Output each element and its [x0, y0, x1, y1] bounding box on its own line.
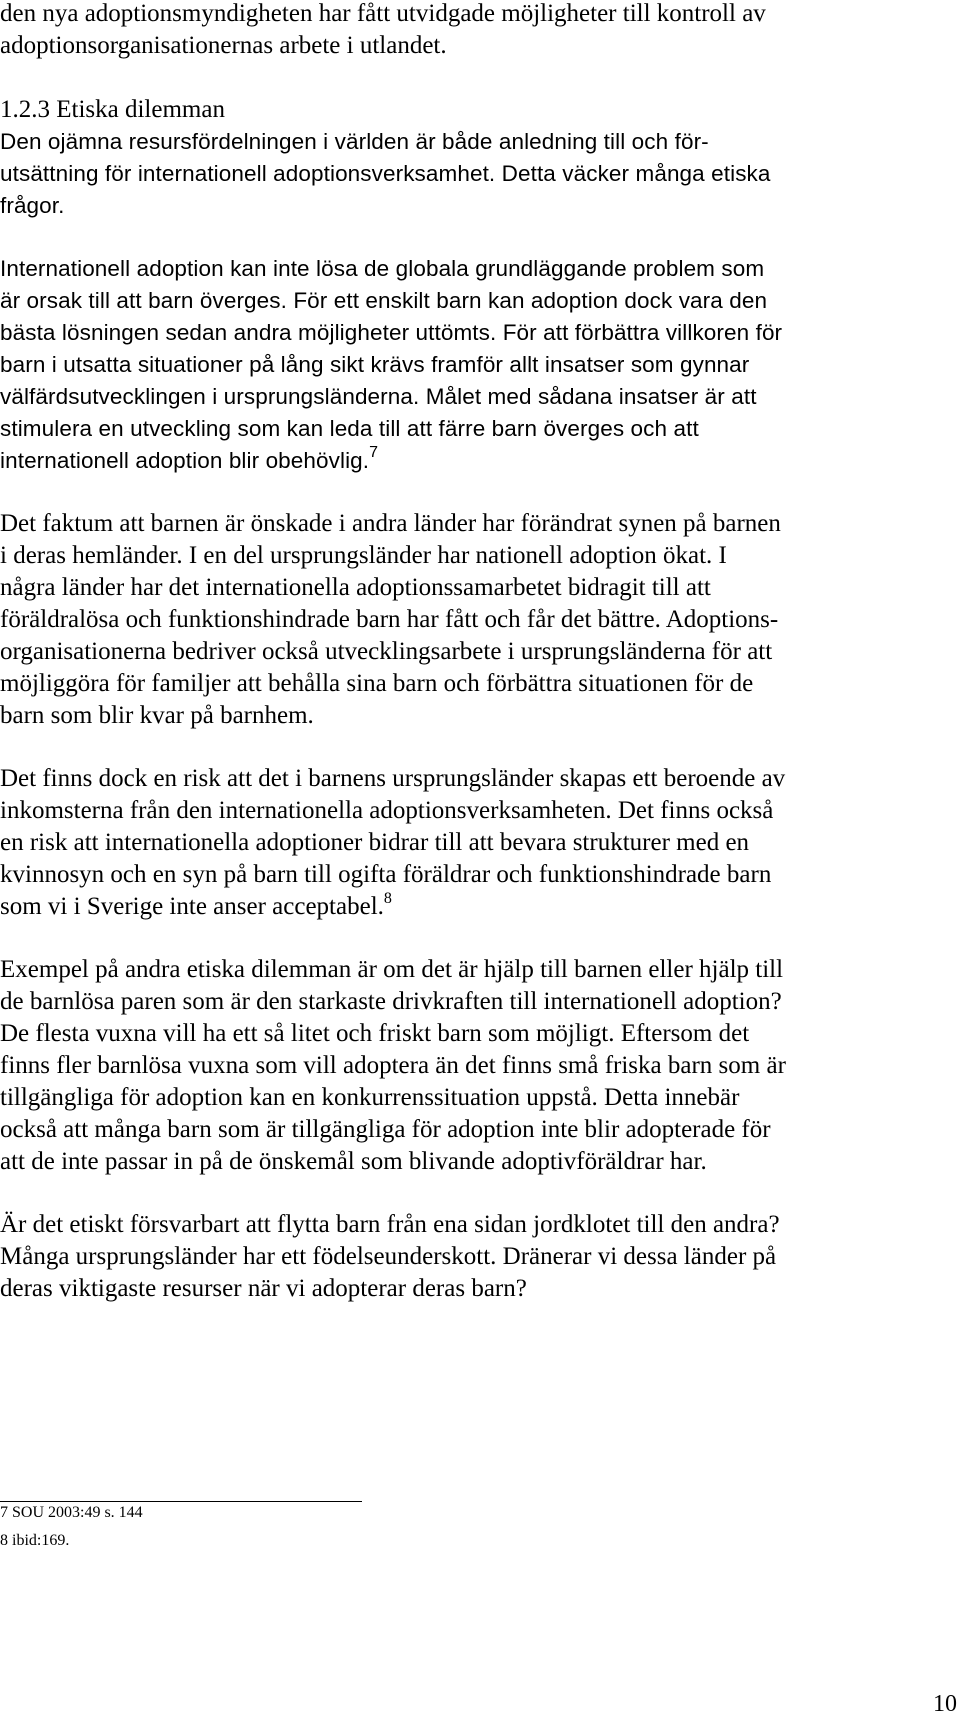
paragraph-5-line: deras viktigaste resurser när vi adopterar deras barn?	[0, 1275, 527, 1302]
paragraph-1-line: barn i utsatta situationer på lång sikt krävs framför allt insatser som gynnar	[0, 352, 750, 377]
paragraph-4-line: De flesta vuxna vill ha ett så litet och friskt barn som möjligt. Eftersom det	[0, 1020, 750, 1047]
paragraph-1-line: stimulera en utveckling som kan leda till att färre barn överges och att	[0, 416, 699, 441]
paragraph-4-line: tillgängliga för adoption kan en konkurrenssituation uppstå. Detta innebär	[0, 1084, 740, 1111]
page-number: 10	[933, 1691, 957, 1717]
paragraph-1-line	[0, 445, 378, 477]
footnote-ref-7[interactable]: 7	[369, 444, 379, 461]
section-intro-line: utsättning för internationell adoptionsverksamhet. Detta väcker många etiska	[0, 161, 771, 186]
paragraph-2-line: föräldralösa och funktionshindrade barn har fått och får det bättre. Adoptions-	[0, 606, 779, 633]
intro-line: adoptionsorganisationernas arbete i utlandet.	[0, 32, 447, 59]
paragraph-2-line: i deras hemländer. I en del ursprungsländer har nationell adoption ökat. I	[0, 542, 727, 569]
paragraph-5-line: Många ursprungsländer har ett födelseunderskott. Dränerar vi dessa länder på	[0, 1243, 777, 1270]
paragraph-3-line: en risk att internationella adoptioner bidrar till att bevara strukturer med en	[0, 829, 750, 856]
footnote-7: 7 SOU 2003:49 s. 144	[0, 1504, 143, 1521]
paragraph-1-line: Internationell adoption kan inte lösa de globala grundläggande problem som	[0, 256, 765, 281]
paragraph-3-line: kvinnosyn och en syn på barn till ogifta föräldrar och funktionshindrade barn	[0, 861, 772, 888]
paragraph-4-line: Exempel på andra etiska dilemman är om det är hjälp till barnen eller hjälp till	[0, 956, 784, 983]
paragraph-3-line	[0, 891, 392, 923]
paragraph-2-line: Det faktum att barnen är önskade i andra länder har förändrat synen på barnen	[0, 510, 781, 537]
paragraph-4-line: de barnlösa paren som är den starkaste drivkraften till internationell adoption?	[0, 988, 782, 1015]
paragraph-1-line: bästa lösningen sedan andra möjligheter uttömts. För att förbättra villkoren för	[0, 320, 783, 345]
footnote-ref-8[interactable]: 8	[383, 890, 392, 907]
paragraph-2-line: organisationerna bedriver också utvecklingsarbete i ursprungsländerna för att	[0, 638, 773, 665]
footnote-8: 8 ibid:169.	[0, 1532, 70, 1549]
paragraph-2-line: några länder har det internationella adoptionssamarbetet bidragit till att	[0, 574, 711, 601]
paragraph-3-line: Det finns dock en risk att det i barnens ursprungsländer skapas ett beroende av	[0, 765, 786, 792]
paragraph-2-line: barn som blir kvar på barnhem.	[0, 702, 314, 729]
paragraph-1-line: är orsak till att barn överges. För ett enskilt barn kan adoption dock vara den	[0, 288, 768, 313]
intro-line: den nya adoptionsmyndigheten har fått utvidgade möjligheter till kontroll av	[0, 0, 766, 27]
paragraph-4-line: finns fler barnlösa vuxna som vill adoptera än det finns små friska barn som är	[0, 1052, 786, 1079]
section-intro-line: frågor.	[0, 193, 65, 218]
paragraph-4-line: också att många barn som är tillgängliga för adoption inte blir adopterade för	[0, 1116, 771, 1143]
paragraph-3-line: inkomsterna från den internationella adoptionsverksamheten. Det finns också	[0, 797, 774, 824]
section-intro-line: Den ojämna resursfördelningen i världen är både anledning till och för-	[0, 129, 709, 154]
paragraph-1-last-text: internationell adoption blir obehövlig.	[0, 448, 370, 473]
paragraph-5-line: Är det etiskt försvarbart att flytta barn från ena sidan jordklotet till den andra?	[0, 1211, 780, 1238]
paragraph-2-line: möjliggöra för familjer att behålla sina barn och förbättra situationen för de	[0, 670, 754, 697]
section-heading: 1.2.3 Etiska dilemman	[0, 96, 225, 123]
footnote-separator	[0, 1501, 362, 1502]
paragraph-4-line: att de inte passar in på de önskemål som blivande adoptivföräldrar har.	[0, 1148, 707, 1175]
paragraph-3-last-text: som vi i Sverige inte anser acceptabel.	[0, 893, 384, 920]
paragraph-1-line: välfärdsutvecklingen i ursprungsländerna. Målet med sådana insatser är att	[0, 384, 757, 409]
